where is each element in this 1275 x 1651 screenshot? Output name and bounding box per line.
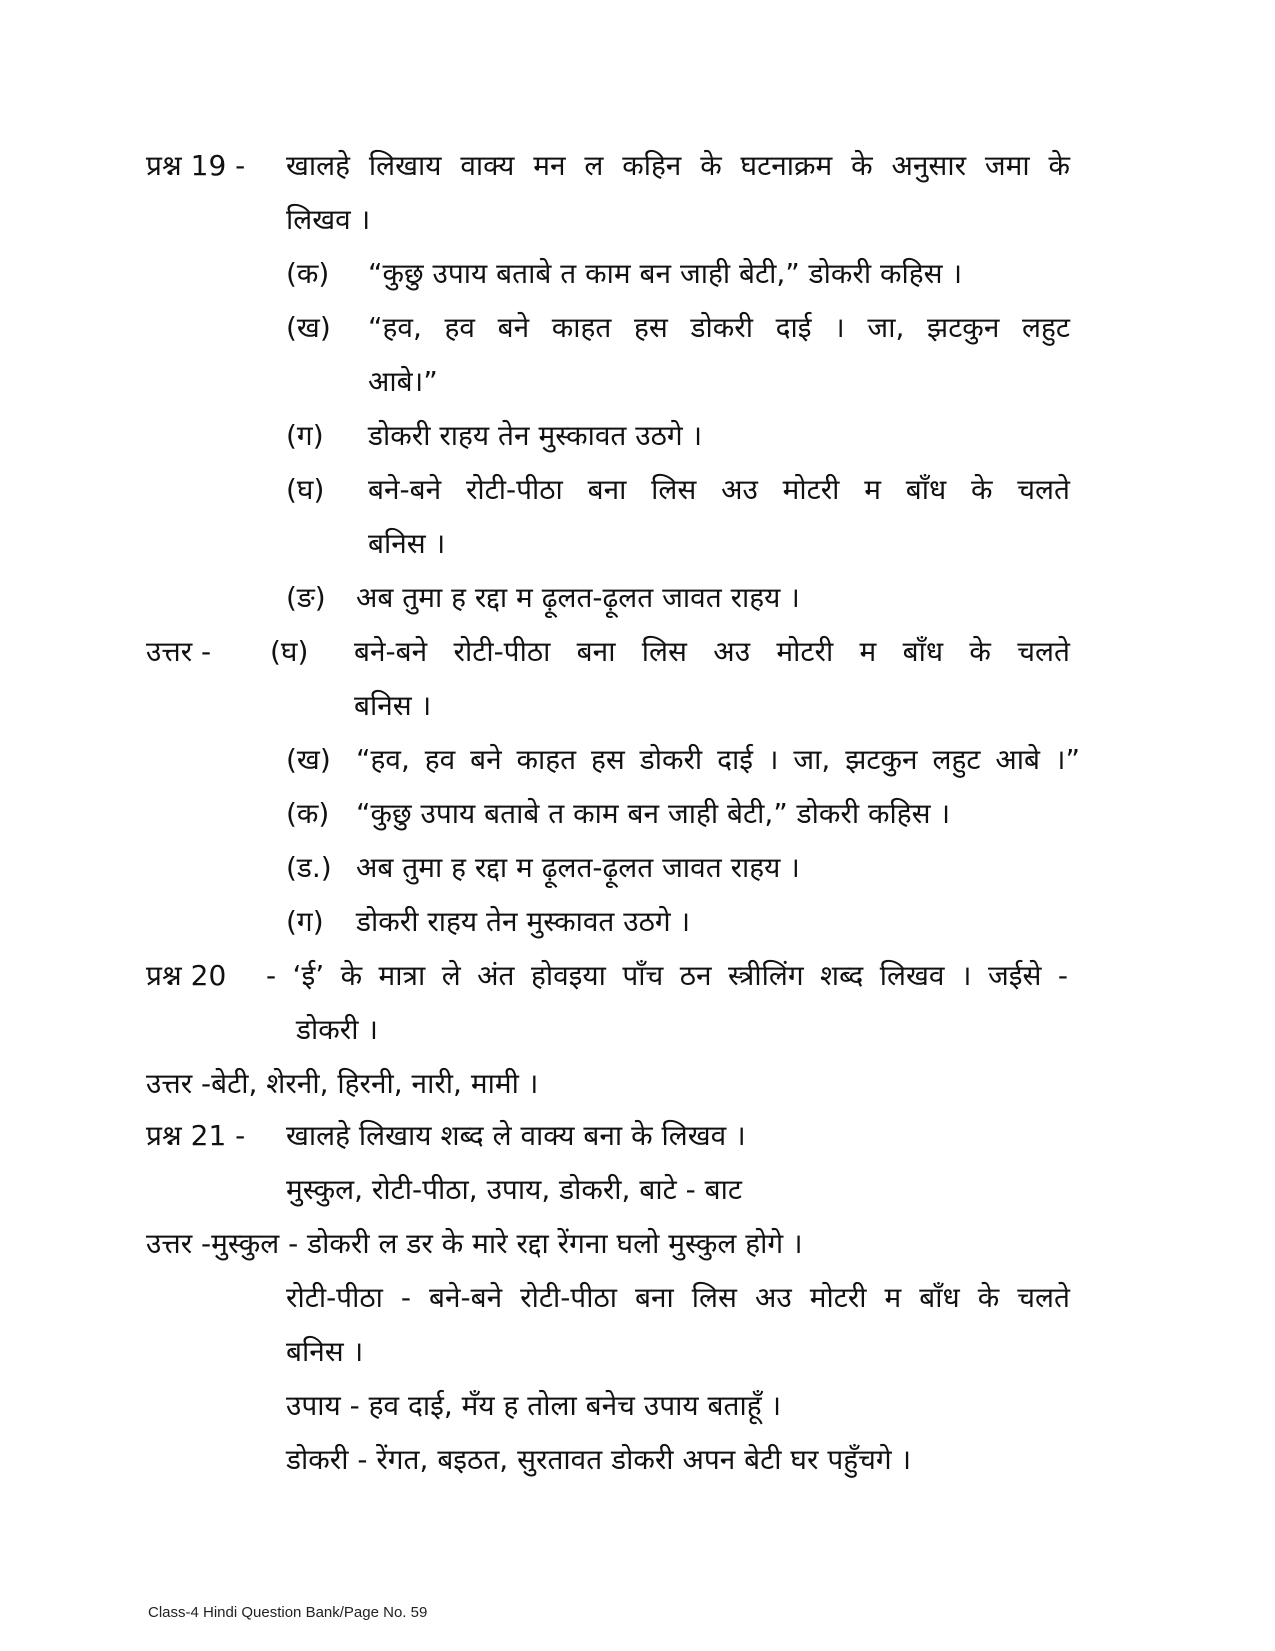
a19-item-2-text: “हव, हव बने काहत हस डोकरी दाई । जा, झटकुन लहुट आबे ।” [356,743,1080,776]
q19-option-gha-marker: (घ) [286,473,325,506]
q20-text-line2: डोकरी । [296,1013,378,1046]
a19-item-5-text: डोकरी राहय तेन मुस्कावत उठगे । [356,905,691,938]
q21-label: प्रश्न 21 - [146,1119,246,1152]
page-footer: Class-4 Hindi Question Bank/Page No. 59 [148,1604,428,1621]
a19-item-4-marker: (ड.) [286,851,332,884]
a20-text: उत्तर -बेटी, शेरनी, हिरनी, नारी, मामी । [146,1067,539,1100]
a19-label: उत्तर - [146,635,212,668]
a21-line5: डोकरी - रेंगत, बइठत, सुरतावत डोकरी अपन बेटी घर पहुँचगे । [286,1443,912,1476]
a19-item-4-text: अब तुमा ह रद्दा म ढ़ूलत-ढ़ूलत जावत राहय । [356,851,800,884]
a19-item-3-text: “कुछु उपाय बताबे त काम बन जाही बेटी,” डोकरी कहिस । [356,797,951,830]
a19-item-1-text-line2: बनिस । [354,689,432,722]
a19-item-3-marker: (क) [286,797,330,830]
q19-option-ga-text: डोकरी राहय तेन मुस्कावत उठगे । [368,419,703,452]
q20-text-line1: - ‘ई’ के मात्रा ले अंत होवइया पाँच ठन स्त्रीलिंग शब्द लिखव । जईसे - [266,959,1068,992]
q19-option-kha-text-line1: “हव, हव बने काहत हस डोकरी दाई । जा, झटकुन लहुट [368,311,1070,344]
q19-option-ka-marker: (क) [286,257,330,290]
q19-option-gha-text-line2: बनिस । [368,527,446,560]
q19-text-line2: लिखव । [286,203,371,236]
a21-line2: रोटी-पीठा - बने-बने रोटी-पीठा बना लिस अउ मोटरी म बाँध के चलते [286,1281,1070,1314]
q21-text-line1: खालहे लिखाय शब्द ले वाक्य बना के लिखव । [286,1119,746,1152]
q19-option-kha-marker: (ख) [286,311,331,344]
q19-label: प्रश्न 19 - [146,149,246,182]
a19-item-1-marker: (घ) [270,635,309,668]
q19-option-nga-text: अब तुमा ह रद्दा म ढ़ूलत-ढ़ूलत जावत राहय । [356,581,800,614]
q19-option-ga-marker: (ग) [286,419,324,452]
a19-item-2-marker: (ख) [286,743,331,776]
q20-label: प्रश्न 20 [146,959,227,992]
q19-text-line1: खालहे लिखाय वाक्य मन ल कहिन के घटनाक्रम के अनुसार जमा के [286,149,1070,182]
q19-option-kha-text-line2: आबे।” [368,365,438,398]
q19-option-gha-text-line1: बने-बने रोटी-पीठा बना लिस अउ मोटरी म बाँध के चलते [368,473,1070,506]
q19-option-nga-marker: (ङ) [286,581,326,614]
q19-option-ka-text: “कुछु उपाय बताबे त काम बन जाही बेटी,” डोकरी कहिस । [368,257,963,290]
a21-line4: उपाय - हव दाई, मँय ह तोला बनेच उपाय बताहूँ । [286,1389,782,1422]
a19-item-1-text-line1: बने-बने रोटी-पीठा बना लिस अउ मोटरी म बाँध के चलते [354,635,1070,668]
a21-line3: बनिस । [286,1335,364,1368]
a21-line1: उत्तर -मुस्कुल - डोकरी ल डर के मारे रद्दा रेंगना घलो मुस्कुल होगे । [146,1227,803,1260]
a19-item-5-marker: (ग) [286,905,324,938]
q21-text-line2: मुस्कुल, रोटी-पीठा, उपाय, डोकरी, बाटे - बाट [286,1173,742,1206]
